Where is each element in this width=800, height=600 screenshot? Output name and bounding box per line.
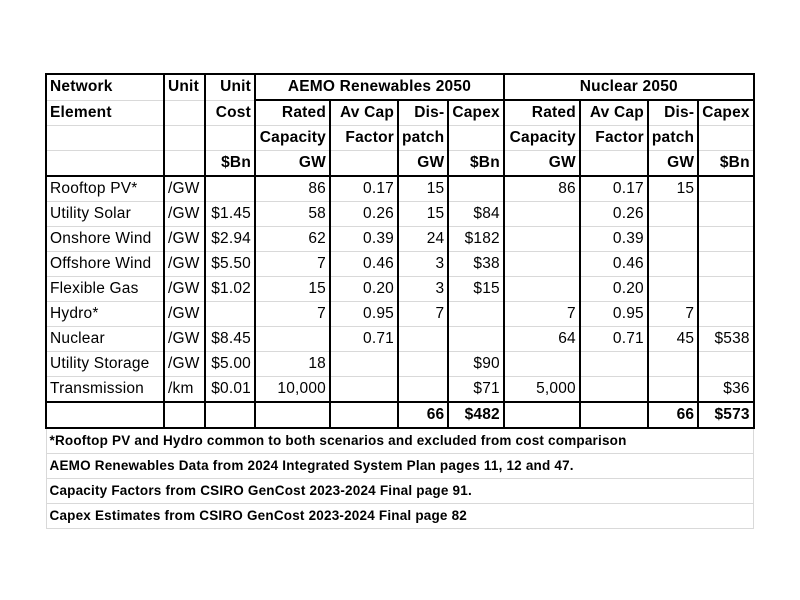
row-n-rated-capacity[interactable]: 5,000 [504,377,580,403]
row-unit-cost[interactable]: $5.00 [205,352,255,377]
row-element[interactable]: Nuclear [46,327,164,352]
row-unit[interactable]: /GW [164,302,205,327]
header-renewables-2050[interactable]: AEMO Renewables 2050 [255,74,504,100]
row-r-capex[interactable]: $15 [448,277,504,302]
row-r-capacity-factor[interactable]: 0.71 [330,327,398,352]
row-r-capex[interactable] [448,327,504,352]
row-n-rated-capacity[interactable] [504,227,580,252]
header-cell[interactable] [698,126,754,151]
row-n-dispatch[interactable]: 45 [648,327,698,352]
header-r-patch[interactable]: patch [398,126,448,151]
row-r-capacity-factor[interactable]: 0.46 [330,252,398,277]
row-r-dispatch[interactable] [398,327,448,352]
row-n-capacity-factor[interactable]: 0.20 [580,277,648,302]
row-n-capacity-factor[interactable] [580,352,648,377]
header-unit[interactable]: Unit [164,74,205,100]
row-r-capex[interactable]: $90 [448,352,504,377]
header-n-capex[interactable]: Capex [698,100,754,126]
row-r-capex[interactable] [448,176,504,202]
row-n-dispatch[interactable] [648,352,698,377]
row-r-dispatch[interactable] [398,352,448,377]
row-r-dispatch[interactable] [398,377,448,403]
row-r-capacity-factor[interactable]: 0.39 [330,227,398,252]
row-r-capacity-factor[interactable] [330,377,398,403]
row-element[interactable]: Flexible Gas [46,277,164,302]
header-cell[interactable] [330,151,398,177]
row-unit-cost[interactable]: $2.94 [205,227,255,252]
header-n-disp-gw[interactable]: GW [648,151,698,177]
row-unit[interactable]: /GW [164,227,205,252]
row-n-capacity-factor[interactable]: 0.26 [580,202,648,227]
row-n-rated-capacity[interactable]: 7 [504,302,580,327]
row-r-capacity-factor[interactable]: 0.26 [330,202,398,227]
table-row [46,327,754,352]
table-row [46,377,754,403]
row-unit-cost[interactable]: $8.45 [205,327,255,352]
row-n-rated-capacity[interactable] [504,277,580,302]
row-n-dispatch[interactable] [648,377,698,403]
row-r-dispatch[interactable]: 7 [398,302,448,327]
row-n-dispatch[interactable] [648,202,698,227]
row-r-rated-capacity[interactable]: 15 [255,277,330,302]
header-n-patch[interactable]: patch [648,126,698,151]
row-n-capacity-factor[interactable]: 0.46 [580,252,648,277]
header-cell[interactable] [46,126,164,151]
row-r-rated-capacity[interactable] [255,327,330,352]
table-row [46,252,754,277]
header-cell[interactable] [205,126,255,151]
row-n-rated-capacity[interactable]: 64 [504,327,580,352]
row-n-dispatch[interactable]: 7 [648,302,698,327]
row-r-capacity-factor[interactable]: 0.95 [330,302,398,327]
nuclear-dispatch-total[interactable]: 66 [648,402,698,428]
row-n-capacity-factor[interactable]: 0.71 [580,327,648,352]
row-n-rated-capacity[interactable] [504,252,580,277]
row-n-capex[interactable] [698,202,754,227]
row-unit[interactable]: /GW [164,252,205,277]
row-unit[interactable]: /km [164,377,205,403]
row-r-dispatch[interactable]: 3 [398,277,448,302]
header-r-capex-unit[interactable]: $Bn [448,151,504,177]
total-cell[interactable] [255,402,330,428]
row-r-capacity-factor[interactable]: 0.20 [330,277,398,302]
row-r-capex[interactable]: $84 [448,202,504,227]
table-row [46,302,754,327]
header-r-disp-gw[interactable]: GW [398,151,448,177]
header-cell[interactable] [46,151,164,177]
row-element[interactable]: Utility Solar [46,202,164,227]
footnote[interactable]: *Rooftop PV and Hydro common to both scenarios and excluded from cost comparison [46,428,754,454]
row-n-capex[interactable] [698,252,754,277]
header-cell[interactable] [164,100,205,126]
row-n-capex[interactable] [698,352,754,377]
header-element[interactable]: Element [46,100,164,126]
row-n-rated-capacity[interactable] [504,352,580,377]
header-n-dis[interactable]: Dis- [648,100,698,126]
total-cell[interactable] [504,402,580,428]
total-cell[interactable] [164,402,205,428]
row-n-capex[interactable]: $36 [698,377,754,403]
row-n-capacity-factor[interactable] [580,377,648,403]
row-n-capacity-factor[interactable]: 0.39 [580,227,648,252]
row-n-capex[interactable] [698,176,754,202]
renewables-dispatch-total[interactable]: 66 [398,402,448,428]
header-cell[interactable] [580,151,648,177]
row-n-rated-capacity[interactable] [504,202,580,227]
row-unit[interactable]: /GW [164,277,205,302]
row-unit[interactable]: /GW [164,352,205,377]
row-r-capex[interactable]: $182 [448,227,504,252]
row-unit-cost[interactable] [205,302,255,327]
header-cell[interactable] [164,126,205,151]
row-n-capex[interactable] [698,227,754,252]
row-n-dispatch[interactable] [648,252,698,277]
header-n-rated[interactable]: Rated [504,100,580,126]
row-element[interactable]: Onshore Wind [46,227,164,252]
renewables-capex-total[interactable]: $482 [448,402,504,428]
header-r-dis[interactable]: Dis- [398,100,448,126]
row-element[interactable]: Utility Storage [46,352,164,377]
row-r-capex[interactable]: $38 [448,252,504,277]
row-unit-cost[interactable]: $1.02 [205,277,255,302]
row-r-capex[interactable]: $71 [448,377,504,403]
header-r-capex[interactable]: Capex [448,100,504,126]
row-r-dispatch[interactable]: 15 [398,176,448,202]
table-row [46,352,754,377]
footnote[interactable]: Capex Estimates from CSIRO GenCost 2023-2024 Final page 82 [46,504,754,529]
row-r-rated-capacity[interactable]: 10,000 [255,377,330,403]
row-unit-cost[interactable]: $5.50 [205,252,255,277]
header-nuclear-2050[interactable]: Nuclear 2050 [504,74,754,100]
row-unit-cost[interactable]: $1.45 [205,202,255,227]
row-r-dispatch[interactable]: 3 [398,252,448,277]
table-row [46,176,754,202]
row-n-dispatch[interactable] [648,277,698,302]
header-r-capacity[interactable]: Capacity [255,126,330,151]
footnote[interactable]: AEMO Renewables Data from 2024 Integrated System Plan pages 11, 12 and 47. [46,454,754,479]
row-unit[interactable]: /GW [164,327,205,352]
header-cost-unit[interactable]: $Bn [205,151,255,177]
total-cell[interactable] [580,402,648,428]
row-unit-cost[interactable] [205,176,255,202]
header-n-capacity[interactable]: Capacity [504,126,580,151]
total-cell[interactable] [205,402,255,428]
header-r-rated[interactable]: Rated [255,100,330,126]
footnote[interactable]: Capacity Factors from CSIRO GenCost 2023-2024 Final page 91. [46,479,754,504]
row-r-capacity-factor[interactable] [330,352,398,377]
row-element[interactable]: Rooftop PV* [46,176,164,202]
header-cell[interactable] [164,151,205,177]
row-n-rated-capacity[interactable]: 86 [504,176,580,202]
row-r-rated-capacity[interactable]: 86 [255,176,330,202]
row-n-capex[interactable] [698,277,754,302]
row-n-dispatch[interactable]: 15 [648,176,698,202]
row-r-capacity-factor[interactable]: 0.17 [330,176,398,202]
row-element[interactable]: Hydro* [46,302,164,327]
row-r-rated-capacity[interactable]: 7 [255,252,330,277]
comparison-table [45,73,755,529]
row-n-capex[interactable]: $538 [698,327,754,352]
header-network[interactable]: Network [46,74,164,100]
nuclear-capex-total[interactable]: $573 [698,402,754,428]
row-r-dispatch[interactable]: 24 [398,227,448,252]
total-cell[interactable] [330,402,398,428]
row-unit[interactable]: /GW [164,202,205,227]
header-cost[interactable]: Cost [205,100,255,126]
header-r-factor[interactable]: Factor [330,126,398,151]
total-cell[interactable] [46,402,164,428]
row-unit[interactable]: /GW [164,176,205,202]
header-unit-cost[interactable]: Unit [205,74,255,100]
header-r-avcap[interactable]: Av Cap [330,100,398,126]
row-r-capex[interactable] [448,302,504,327]
row-r-rated-capacity[interactable]: 62 [255,227,330,252]
table-row [46,202,754,227]
row-element[interactable]: Offshore Wind [46,252,164,277]
row-element[interactable]: Transmission [46,377,164,403]
row-r-rated-capacity[interactable]: 58 [255,202,330,227]
row-unit-cost[interactable]: $0.01 [205,377,255,403]
row-r-dispatch[interactable]: 15 [398,202,448,227]
header-n-gw[interactable]: GW [504,151,580,177]
row-n-capex[interactable] [698,302,754,327]
row-r-rated-capacity[interactable]: 18 [255,352,330,377]
row-n-capacity-factor[interactable]: 0.17 [580,176,648,202]
header-n-factor[interactable]: Factor [580,126,648,151]
row-n-dispatch[interactable] [648,227,698,252]
row-r-rated-capacity[interactable]: 7 [255,302,330,327]
header-n-capex-unit[interactable]: $Bn [698,151,754,177]
header-n-avcap[interactable]: Av Cap [580,100,648,126]
table-row [46,227,754,252]
table-row [46,277,754,302]
header-r-gw[interactable]: GW [255,151,330,177]
header-cell[interactable] [448,126,504,151]
row-n-capacity-factor[interactable]: 0.95 [580,302,648,327]
